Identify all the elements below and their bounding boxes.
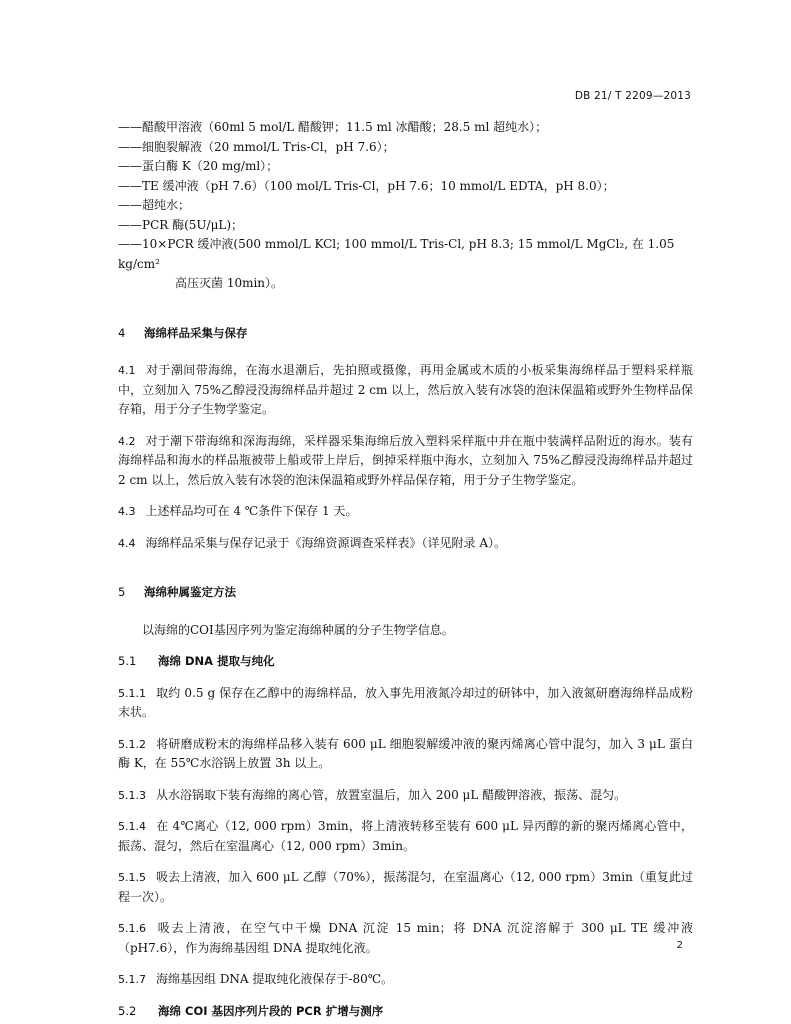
clause-text: 取约 0.5 g 保存在乙醇中的海绵样品，放入事先用液氮冷却过的研钵中，加入液氮研磨海绵样品成粉末状。 bbox=[118, 685, 693, 719]
section-intro: 以海绵的COI基因序列为鉴定海绵种属的分子生物学信息。 bbox=[142, 622, 454, 637]
reagent-item: ——TE 缓冲液（pH 7.6）（100 mol/L Tris-Cl，pH 7.6；10 mmol/L EDTA，pH 8.0）； bbox=[118, 178, 615, 193]
clause bbox=[118, 432, 693, 491]
section-title: 海绵种属鉴定方法 bbox=[144, 585, 236, 599]
page-number: 2 bbox=[676, 940, 683, 951]
clause-number: 5.1.1 bbox=[118, 686, 146, 700]
clause-text: 海绵样品采集与保存记录于《海绵资源调查采样表》（详见附录 A）。 bbox=[145, 535, 506, 550]
clause-number: 5.1.5 bbox=[118, 871, 146, 884]
clause-text: 上述样品均可在 4 ℃条件下保存 1 天。 bbox=[145, 504, 358, 518]
clause bbox=[118, 919, 693, 958]
clause-text: 吸去上清液，在空气中干燥 DNA 沉淀 15 min；将 DNA 沉淀溶解于 300 μL TE 缓冲液（pH7.6），作为海绵基因组 DNA 提取纯化液。 bbox=[118, 921, 693, 955]
clause-text: 海绵基因组 DNA 提取纯化液保存于-80℃。 bbox=[156, 972, 394, 986]
clause bbox=[118, 868, 693, 907]
clause-number: 4.3 bbox=[118, 505, 136, 518]
clause bbox=[118, 786, 693, 806]
reagent-item: ——超纯水； bbox=[118, 198, 191, 212]
reagent-item: ——10×PCR 缓冲液(500 mmol/L KCl; 100 mmol/L Tris-Cl, pH 8.3; 15 mmol/L MgCl₂, 在 1.05 kg/cm² bbox=[118, 237, 675, 271]
section-heading bbox=[118, 324, 693, 344]
clause-text: 对于潮间带海绵，在海水退潮后，先拍照或摄像，再用金属或木质的小板采集海绵样品于塑料采样瓶中，立刻加入 75%乙醇浸没海绵样品并超过 2 cm 以上，然后放入装有冰袋的泡沫保温箱或野外生物样品保存箱，用于分子生物学鉴定。 bbox=[118, 363, 693, 416]
clause bbox=[118, 735, 693, 774]
clause bbox=[118, 534, 693, 554]
section-number: 5 bbox=[118, 585, 126, 599]
subsection-heading bbox=[118, 652, 693, 672]
clause-number: 4.2 bbox=[118, 434, 136, 448]
subsection-heading bbox=[118, 1002, 693, 1022]
reagent-item-continuation: 高压灭菌 10min）。 bbox=[175, 276, 284, 290]
clause-text: 对于潮下带海绵和深海海绵，采样器采集海绵后放入塑料采样瓶中并在瓶中装满样品附近的海水。装有海绵样品和海水的样品瓶被带上船或带上岸后，倒掉采样瓶中海水，立刻加入 75%乙醇浸没海绵样品并超过 2 cm 以上，然后放入装有冰袋的泡沫保温箱或野外样品保存箱，用于分子生物学鉴定。 bbox=[118, 433, 693, 487]
clause-text: 吸去上清液，加入 600 μL 乙醇（70%），振荡混匀，在室温离心（12, 000 rpm）3min（重复此过程一次）。 bbox=[118, 870, 693, 904]
clause-number: 5.1.4 bbox=[118, 820, 146, 833]
reagent-item: ——醋酸甲溶液（60ml 5 mol/L 醋酸钾；11.5 ml 冰醋酸；28.5 ml 超纯水）； bbox=[118, 120, 548, 134]
clause-text: 在 4℃离心（12, 000 rpm）3min，将上清液转移至装有 600 μL 异丙醇的新的聚丙烯离心管中，振荡、混匀，然后在室温离心（12, 000 rpm）3min。 bbox=[118, 819, 693, 853]
clause-number: 5.1.6 bbox=[118, 922, 146, 935]
section-title: 海绵样品采集与保存 bbox=[144, 325, 248, 340]
reagent-item: ——PCR 酶(5U/μL)； bbox=[118, 217, 244, 232]
clause-number: 4.4 bbox=[118, 536, 136, 550]
reagent-item: ——蛋白酶 K（20 mg/ml）； bbox=[118, 159, 279, 173]
clause bbox=[118, 970, 693, 990]
subsection-title: 海绵 COI 基因序列片段的 PCR 扩增与测序 bbox=[158, 1003, 384, 1018]
clause-number: 5.1.3 bbox=[118, 788, 146, 802]
clause-text: 将研磨成粉末的海绵样品移入装有 600 μL 细胞裂解缓冲液的聚丙烯离心管中混匀，加入 3 μL 蛋白酶 K，在 55℃水浴锅上放置 3h 以上。 bbox=[118, 736, 693, 770]
clause bbox=[118, 361, 693, 420]
clause bbox=[118, 502, 693, 522]
clause bbox=[118, 817, 693, 856]
standard-code: DB 21/ T 2209—2013 bbox=[574, 90, 691, 102]
reagent-list bbox=[118, 118, 693, 294]
clause-number: 5.1.7 bbox=[118, 973, 146, 986]
reagent-item: ——细胞裂解液（20 mmol/L Tris-Cl，pH 7.6）； bbox=[118, 139, 395, 154]
clause-text: 从水浴锅取下装有海绵的离心管，放置室温后，加入 200 μL 醋酸钾溶液，振荡、混匀。 bbox=[156, 787, 627, 802]
section-heading bbox=[118, 583, 693, 603]
clause-number: 4.1 bbox=[118, 364, 136, 377]
section-number: 4 bbox=[118, 325, 126, 340]
subsection-number: 5.2 bbox=[118, 1003, 137, 1018]
clause-number: 5.1.2 bbox=[118, 737, 146, 751]
subsection-number: 5.1 bbox=[118, 654, 137, 668]
clause bbox=[118, 684, 693, 723]
page-content bbox=[118, 118, 693, 1021]
subsection-title: 海绵 DNA 提取与纯化 bbox=[158, 654, 275, 668]
